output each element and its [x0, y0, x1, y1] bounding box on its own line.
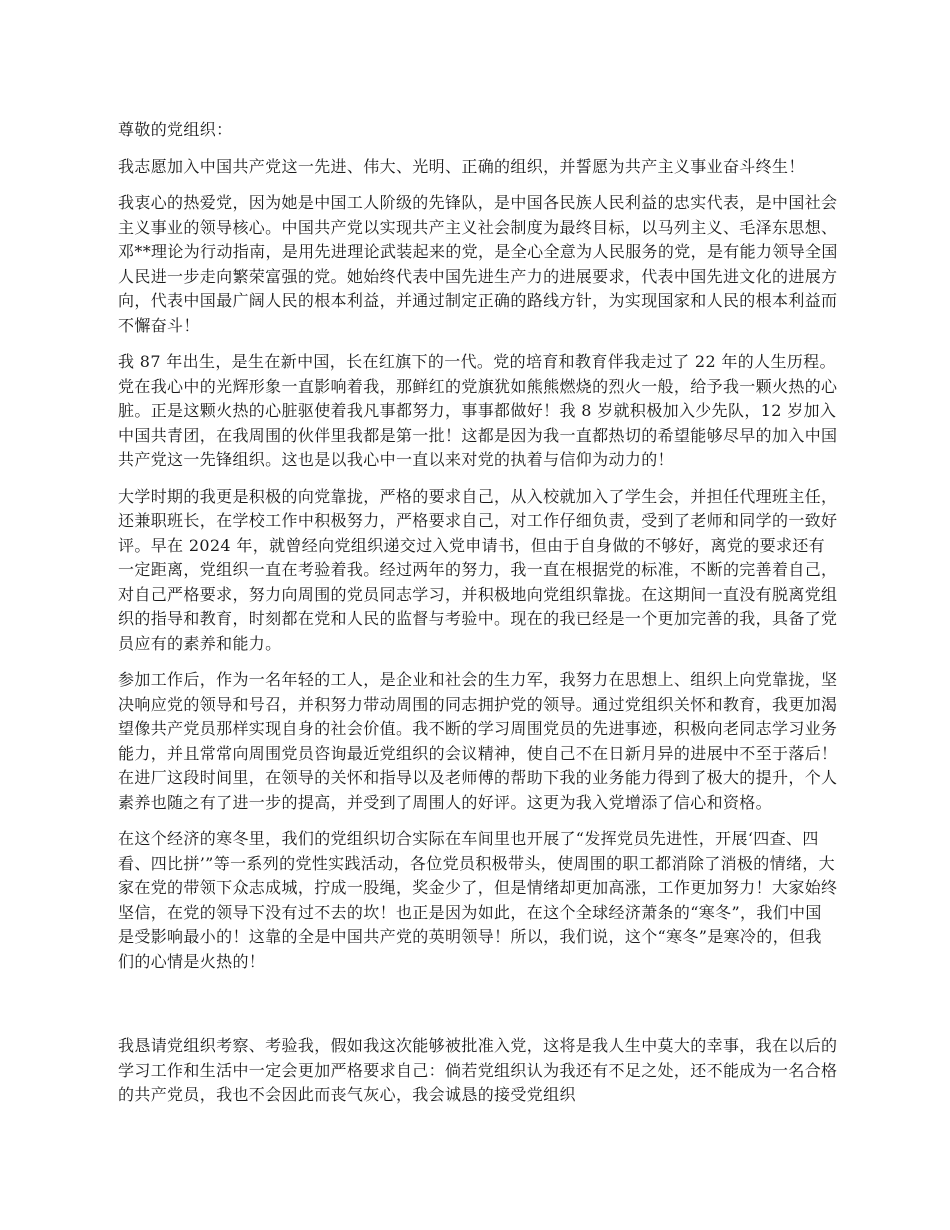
letter-paragraph: 我 87 年出生，是生在新中国，长在红旗下的一代。党的培育和教育伴我走过了 22 年的人生历程。党在我心中的光辉形象一直影响着我，那鲜红的党旗犹如熊熊燃烧的烈火一般，给予我一颗火热的心脏。正是这颗火热的心脏驱使着我凡事都努力，事事都做好！我 8 岁就积极加入少先队，12 岁加入中国共青团，在我周围的伙伴里我都是第一批！这都是因为我一直都热切的希望能够尽早的加入中国共产党这一先锋组织。这也是以我心中一直以来对党的执着与信仰为动力的！	[118, 352, 838, 469]
paragraph-spacer	[118, 986, 838, 1034]
letter-body	[118, 118, 838, 1120]
letter-salutation: 尊敬的党组织：	[118, 120, 233, 139]
letter-paragraph: 参加工作后，作为一名年轻的工人，是企业和社会的生力军，我努力在思想上、组织上向党靠拢，坚决响应党的领导和号召，并积努力带动周围的同志拥护党的领导。通过党组织关怀和教育，我更加渴望像共产党员那样实现自身的社会价值。我不断的学习周围党员的先进事迹，积极向老同志学习业务能力，并且常常向周围党员咨询最近党组织的会议精神，使自己不在日新月异的进展中不至于落后！在进厂这段时间里，在领导的关怀和指导以及老师傅的帮助下我的业务能力得到了极大的提升，个人素养也随之有了进一步的提高，并受到了周围人的好评。这更为我入党增添了信心和资格。	[118, 670, 838, 812]
letter-paragraph: 我衷心的热爱党，因为她是中国工人阶级的先锋队，是中国各民族人民利益的忠实代表，是中国社会主义事业的领导核心。中国共产党以实现共产主义社会制度为最终目标，以马列主义、毛泽东思想、邓**理论为行动指南，是用先进理论武装起来的党，是全心全意为人民服务的党，是有能力领导全国人民进一步走向繁荣富强的党。她始终代表中国先进生产力的进展要求，代表中国先进文化的进展方向，代表中国最广阔人民的根本利益，并通过制定正确的路线方针，为实现国家和人民的根本利益而不懈奋斗！	[118, 193, 838, 335]
letter-paragraph: 在这个经济的寒冬里，我们的党组织切合实际在车间里也开展了“发挥党员先进性，开展‘四查、四看、四比拼’”等一系列的党性实践活动，各位党员积极带头，使周围的职工都消除了消极的情绪，大家在党的带领下众志成城，拧成一股绳，奖金少了，但是情绪却更加高涨，工作更加努力！大家始终坚信，在党的领导下没有过不去的坎！也正是因为如此，在这个全球经济萧条的“寒冬”，我们中国是受影响最小的！这靠的全是中国共产党的英明领导！所以，我们说，这个“寒冬”是寒冷的，但我们的心情是火热的！	[118, 829, 838, 971]
letter-paragraph: 大学时期的我更是积极的向党靠拢，严格的要求自己，从入校就加入了学生会，并担任代理班主任，还兼职班长，在学校工作中积极努力，严格要求自己，对工作仔细负责，受到了老师和同学的一致好评。早在 2024 年，就曾经向党组织递交过入党申请书，但由于自身做的不够好，离党的要求还有一定距离，党组织一直在考验着我。经过两年的努力，我一直在根据党的标准，不断的完善着自己，对自己严格要求，努力向周围的党员同志学习，并积极地向党组织靠拢。在这期间一直没有脱离党组织的指导和教育，时刻都在党和人民的监督与考验中。现在的我已经是一个更加完善的我，具备了党员应有的素养和能力。	[118, 486, 838, 653]
letter-paragraph: 我恳请党组织考察、考验我，假如我这次能够被批准入党，这将是我人生中莫大的幸事，我在以后的学习工作和生活中一定会更加严格要求自己：倘若党组织认为我还有不足之处，还不能成为一名合格的共产党员，我也不会因此而丧气灰心，我会诚恳的接受党组织	[118, 1036, 838, 1104]
letter-paragraph: 我志愿加入中国共产党这一先进、伟大、光明、正确的组织，并誓愿为共产主义事业奋斗终生！	[118, 156, 805, 176]
